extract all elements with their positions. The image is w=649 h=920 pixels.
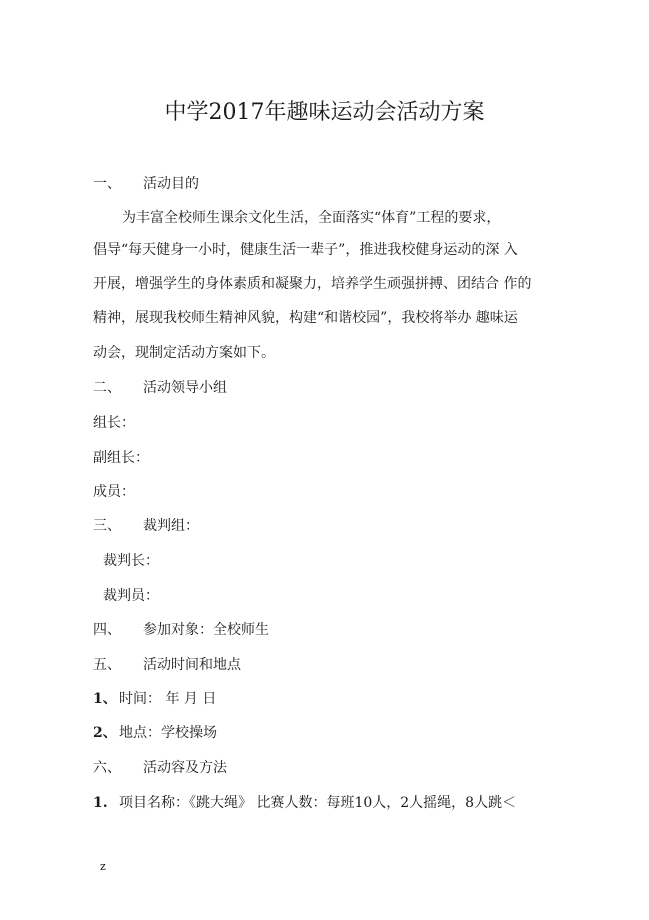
location-item [93, 723, 217, 743]
paragraph-line: 动会，现制定活动方案如下。 [93, 345, 275, 361]
document-title: 中学2017年趣味运动会活动方案 [164, 100, 485, 125]
section-6-number: 六、 [93, 760, 121, 776]
section-5-number: 五、 [93, 657, 121, 673]
section-2-number: 二、 [93, 380, 121, 396]
members-label: 成员： [93, 484, 135, 500]
section-4-number: 四、 [93, 622, 121, 638]
time-item-text: 时间： 年 月 日 [119, 691, 217, 707]
section-4-title: 参加对象：全校师生 [143, 622, 269, 638]
leader-label: 组长： [93, 415, 135, 431]
section-3-title: 裁判组： [143, 518, 199, 534]
section-3-heading [93, 516, 199, 536]
section-1-heading [93, 174, 199, 194]
section-6-title: 活动容及方法 [143, 760, 227, 776]
event-item [93, 793, 516, 813]
section-3-number: 三、 [93, 518, 121, 534]
section-5-heading [93, 655, 241, 675]
time-item-number: 1、 [93, 691, 117, 707]
event-item-text: 项目名称：《跳大绳》 比赛人数：每班10人，2人摇绳，8人跳＜ [119, 795, 517, 811]
event-item-number: 1. [93, 795, 108, 811]
section-5-title: 活动时间和地点 [143, 657, 241, 673]
section-2-title: 活动领导小组 [143, 380, 227, 396]
judges-label: 裁判员： [103, 588, 159, 604]
section-2-heading [93, 378, 227, 398]
chief-judge-label: 裁判长： [103, 553, 159, 569]
section-1-title: 活动目的 [143, 176, 199, 192]
location-item-text: 地点：学校操场 [119, 725, 217, 741]
time-item [93, 689, 216, 709]
section-1-number: 一、 [93, 176, 121, 192]
section-4-heading [93, 620, 269, 640]
paragraph-line: 倡导“每天健身一小时，健康生活一辈子”，推进我校健身运动的深 入 [93, 242, 518, 258]
page-footer-mark: z [100, 860, 106, 873]
paragraph-line: 精神，展现我校师生精神风貌，构建“和谐校园”，我校将举办 趣味运 [93, 310, 518, 326]
paragraph-line: 为丰富全校师生课余文化生活，全面落实“体育”工程的要求， [122, 210, 501, 226]
paragraph-line: 开展，增强学生的身体素质和凝聚力，培养学生顽强拼搏、团结合 作的 [93, 276, 532, 292]
location-item-number: 2、 [93, 725, 117, 741]
section-6-heading [93, 758, 227, 778]
vice-leader-label: 副组长： [93, 450, 149, 466]
